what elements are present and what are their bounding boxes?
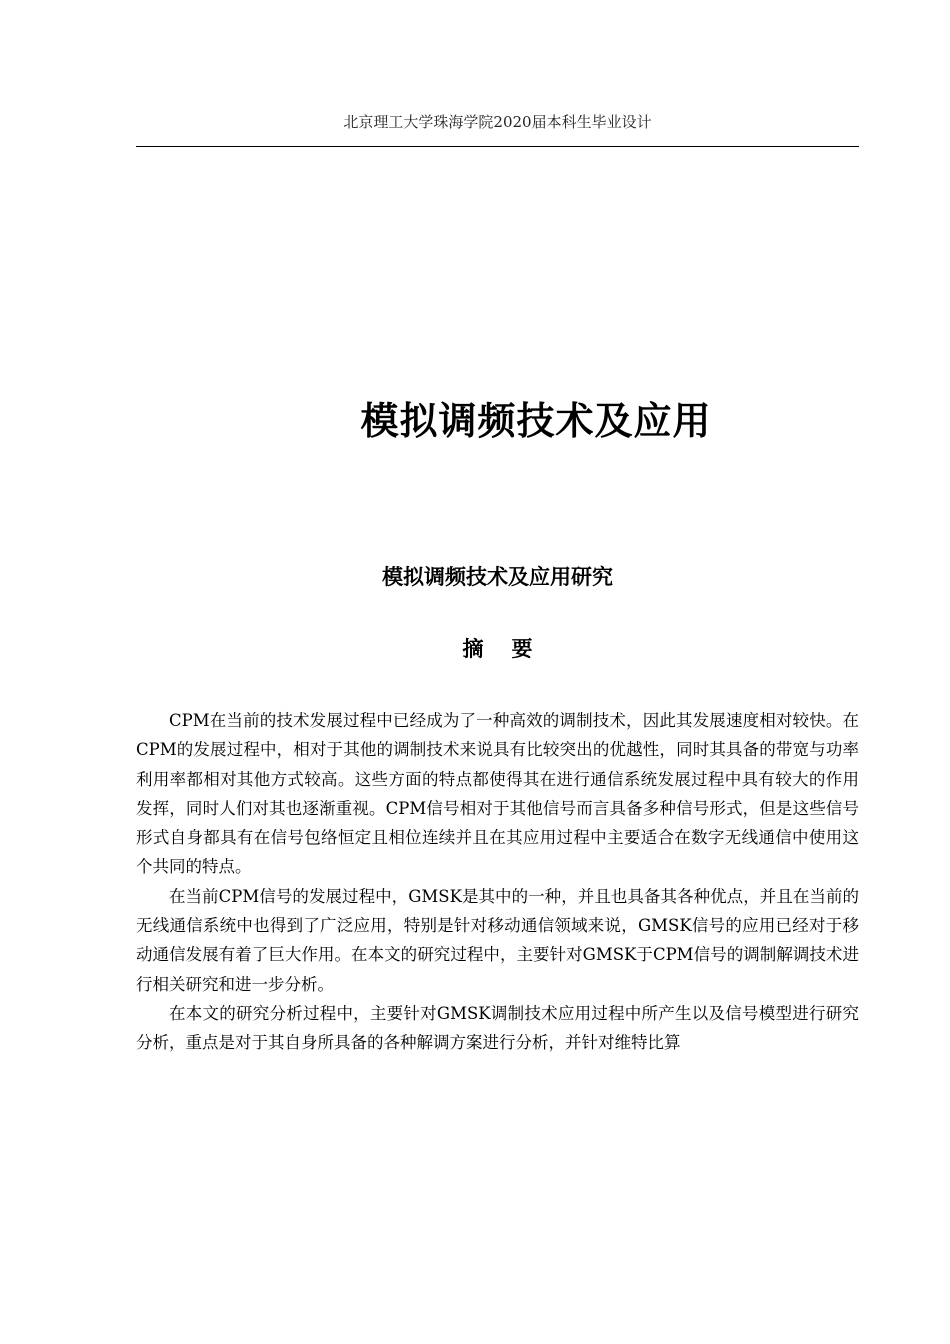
page-header: 北京理工大学珠海学院2020届本科生毕业设计 — [343, 113, 652, 131]
thesis-subtitle: 模拟调频技术及应用研究 — [382, 564, 613, 589]
abstract-heading-char-2: 要 — [511, 636, 533, 661]
thesis-title: 模拟调频技术及应用 — [360, 398, 712, 443]
header-divider — [136, 146, 859, 147]
abstract-heading — [136, 633, 859, 663]
abstract-paragraph-3: 在本文的研究分析过程中，主要针对GMSK调制技术应用过程中所产生以及信号模型进行研究分析，重点是对于其自身所具备的各种解调方案进行分析，并针对维特比算 — [136, 1003, 859, 1053]
abstract-body — [136, 706, 859, 1058]
abstract-paragraph-2: 在当前CPM信号的发展过程中，GMSK是其中的一种，并且也具备其各种优点，并且在当前的无线通信系统中也得到了广泛应用，特别是针对移动通信领域来说，GMSK信号的应用已经对于移动通信发展有着了巨大作用。在本文的研究过程中，主要针对GMSK于CPM信号的调制解调技术进行相关研究和进一步分析。 — [136, 886, 859, 994]
abstract-paragraph-1: CPM在当前的技术发展过程中已经成为了一种高效的调制技术，因此其发展速度相对较快。在CPM的发展过程中，相对于其他的调制技术来说具有比较突出的优越性，同时其具备的带宽与功率利用率都相对其他方式较高。这些方面的特点都使得其在进行通信系统发展过程中具有较大的作用发挥，同时人们对其也逐渐重视。CPM信号相对于其他信号而言具备多种信号形式，但是这些信号形式自身都具有在信号包络恒定且相位连续并且在其应用过程中主要适合在数字无线通信中使用这个共同的特点。 — [136, 711, 859, 877]
abstract-heading-char-1: 摘 — [462, 636, 484, 661]
